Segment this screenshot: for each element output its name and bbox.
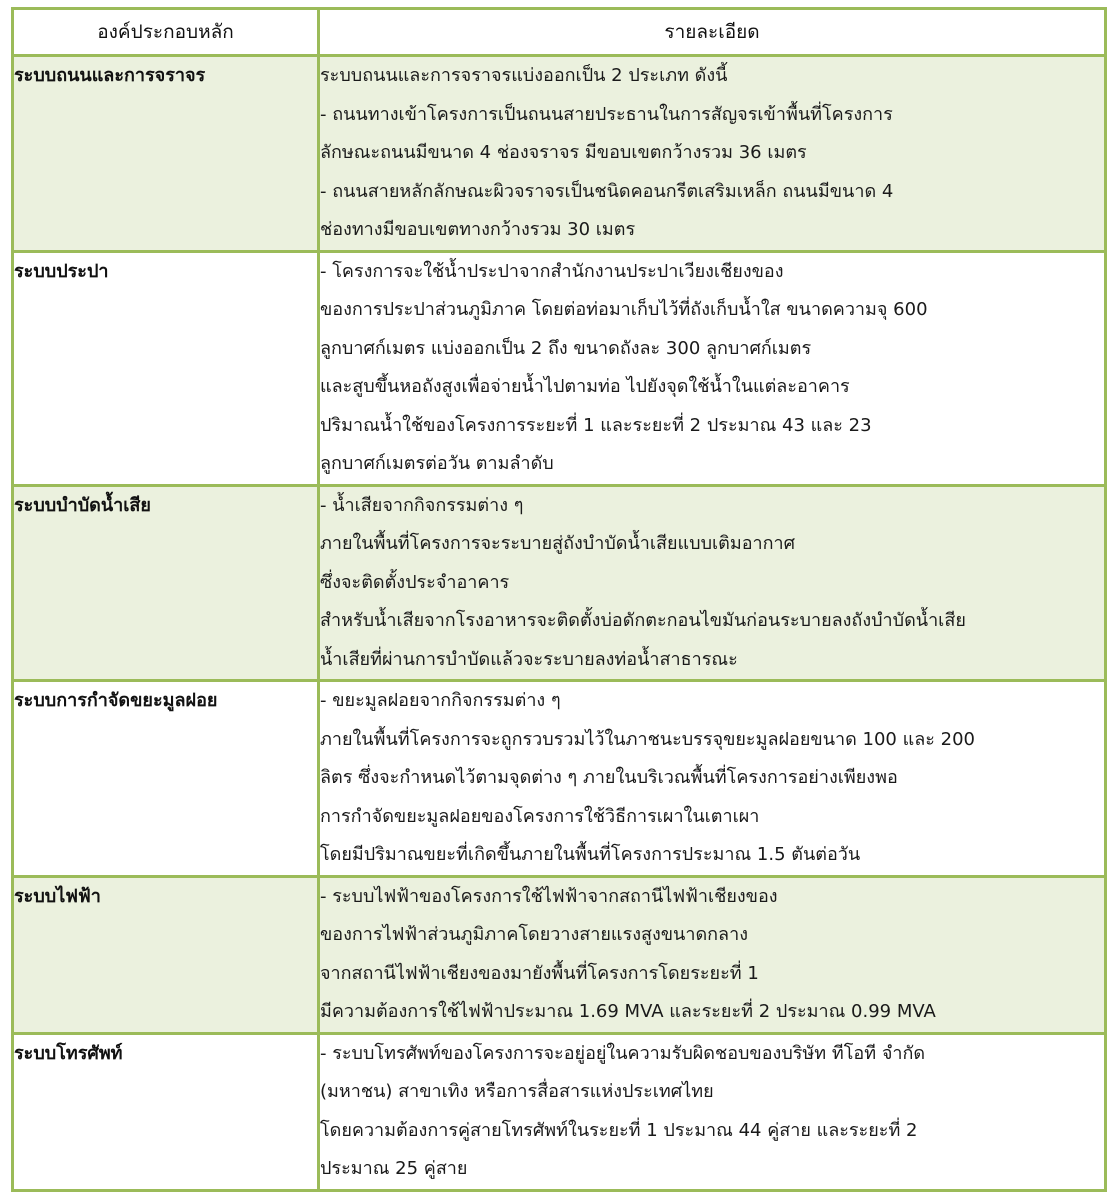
component-cell: ระบบประปา (13, 251, 319, 485)
detail-line: ประมาณ 25 คู่สาย (320, 1158, 468, 1179)
component-cell: ระบบการกำจัดขยะมูลฝอย (13, 681, 319, 877)
table-header-row (13, 9, 1106, 56)
detail-line: ปริมาณน้ำใช้ของโครงการระยะที่ 1 และระยะที่ 2 ประมาณ 43 และ 23 (320, 414, 872, 436)
infrastructure-table (11, 7, 1107, 1192)
detail-line: (มหาชน) สาขาเทิง หรือการสื่อสารแห่งประเทศไทย (320, 1081, 714, 1102)
detail-line: ลูกบาศก์เมตรต่อวัน ตามลำดับ (320, 453, 554, 474)
detail-line: และสูบขึ้นหอถังสูงเพื่อจ่ายน้ำไปตามท่อ ไปยังจุดใช้น้ำในแต่ละอาคาร (320, 376, 850, 397)
table-body (13, 56, 1106, 1191)
detail-line: น้ำเสียที่ผ่านการบำบัดแล้วจะระบายลงท่อน้ำสาธารณะ (320, 648, 738, 670)
details-cell (319, 1033, 1106, 1190)
detail-line: - ถนนทางเข้าโครงการเป็นถนนสายประธานในการสัญจรเข้าพื้นที่โครงการ (320, 103, 893, 125)
component-cell: ระบบโทรศัพท์ (13, 1033, 319, 1190)
details-cell (319, 876, 1106, 1033)
detail-line: - ระบบไฟฟ้าของโครงการใช้ไฟฟ้าจากสถานีไฟฟ้าเชียงของ (320, 885, 778, 907)
component-cell: ระบบไฟฟ้า (13, 876, 319, 1033)
detail-line: ลิตร ซึ่งจะกำหนดไว้ตามจุดต่าง ๆ ภายในบริเวณพื้นที่โครงการอย่างเพียงพอ (320, 767, 898, 788)
detail-line: มีความต้องการใช้ไฟฟ้าประมาณ 1.69 MVA และระยะที่ 2 ประมาณ 0.99 MVA (320, 1001, 936, 1022)
detail-line: โดยความต้องการคู่สายโทรศัพท์ในระยะที่ 1 ประมาณ 44 คู่สาย และระยะที่ 2 (320, 1119, 918, 1141)
table-row (13, 1033, 1106, 1190)
detail-line: ระบบถนนและการจราจรแบ่งออกเป็น 2 ประเภท ดังนี้ (320, 65, 728, 86)
detail-line: สำหรับน้ำเสียจากโรงอาหารจะติดตั้งบ่อดักตะกอนไขมันก่อนระบายลงถังบำบัดน้ำเสีย (320, 610, 966, 631)
table-row (13, 681, 1106, 877)
detail-line: การกำจัดขยะมูลฝอยของโครงการใช้วิธีการเผาในเตาเผา (320, 805, 760, 827)
detail-line: ซึ่งจะติดตั้งประจำอาคาร (320, 571, 510, 593)
detail-line: ของการประปาส่วนภูมิภาค โดยต่อท่อมาเก็บไว้ที่ถังเก็บน้ำใส ขนาดความจุ 600 (320, 299, 928, 320)
detail-line: - ระบบโทรศัพท์ของโครงการจะอยู่อยู่ในความรับผิดชอบของบริษัท ทีโอที จำกัด (320, 1042, 926, 1064)
detail-line: ภายในพื้นที่โครงการจะถูกรวบรวมไว้ในภาชนะบรรจุขยะมูลฝอยขนาด 100 และ 200 (320, 728, 975, 750)
detail-line: จากสถานีไฟฟ้าเชียงของมายังพื้นที่โครงการโดยระยะที่ 1 (320, 962, 759, 984)
detail-line: - ถนนสายหลักลักษณะผิวจราจรเป็นชนิดคอนกรีตเสริมเหล็ก ถนนมีขนาด 4 (320, 180, 894, 202)
details-cell (319, 485, 1106, 681)
detail-line: ของการไฟฟ้าส่วนภูมิภาคโดยวางสายแรงสูงขนาดกลาง (320, 924, 748, 945)
table-row (13, 251, 1106, 485)
details-cell (319, 251, 1106, 485)
detail-line: - โครงการจะใช้น้ำประปาจากสำนักงานประปาเวียงเชียงของ (320, 260, 784, 282)
table-row (13, 56, 1106, 252)
detail-line: - น้ำเสียจากกิจกรรมต่าง ๆ (320, 494, 524, 516)
component-cell: ระบบบำบัดน้ำเสีย (13, 485, 319, 681)
detail-line: - ขยะมูลฝอยจากกิจกรรมต่าง ๆ (320, 690, 561, 711)
component-cell: ระบบถนนและการจราจร (13, 56, 319, 252)
detail-line: ลูกบาศก์เมตร แบ่งออกเป็น 2 ถึง ขนาดถังละ 300 ลูกบาศก์เมตร (320, 337, 812, 359)
header-component: องค์ประกอบหลัก (13, 9, 319, 56)
table-row (13, 876, 1106, 1033)
header-details: รายละเอียด (319, 9, 1106, 56)
detail-line: ภายในพื้นที่โครงการจะระบายสู่ถังบำบัดน้ำเสียแบบเติมอากาศ (320, 533, 796, 554)
details-cell (319, 681, 1106, 877)
details-cell (319, 56, 1106, 252)
table-row (13, 485, 1106, 681)
detail-line: ช่องทางมีขอบเขตทางกว้างรวม 30 เมตร (320, 219, 636, 240)
detail-line: โดยมีปริมาณขยะที่เกิดขึ้นภายในพื้นที่โครงการประมาณ 1.5 ตันต่อวัน (320, 844, 861, 865)
detail-line: ลักษณะถนนมีขนาด 4 ช่องจราจร มีขอบเขตกว้างรวม 36 เมตร (320, 142, 807, 163)
